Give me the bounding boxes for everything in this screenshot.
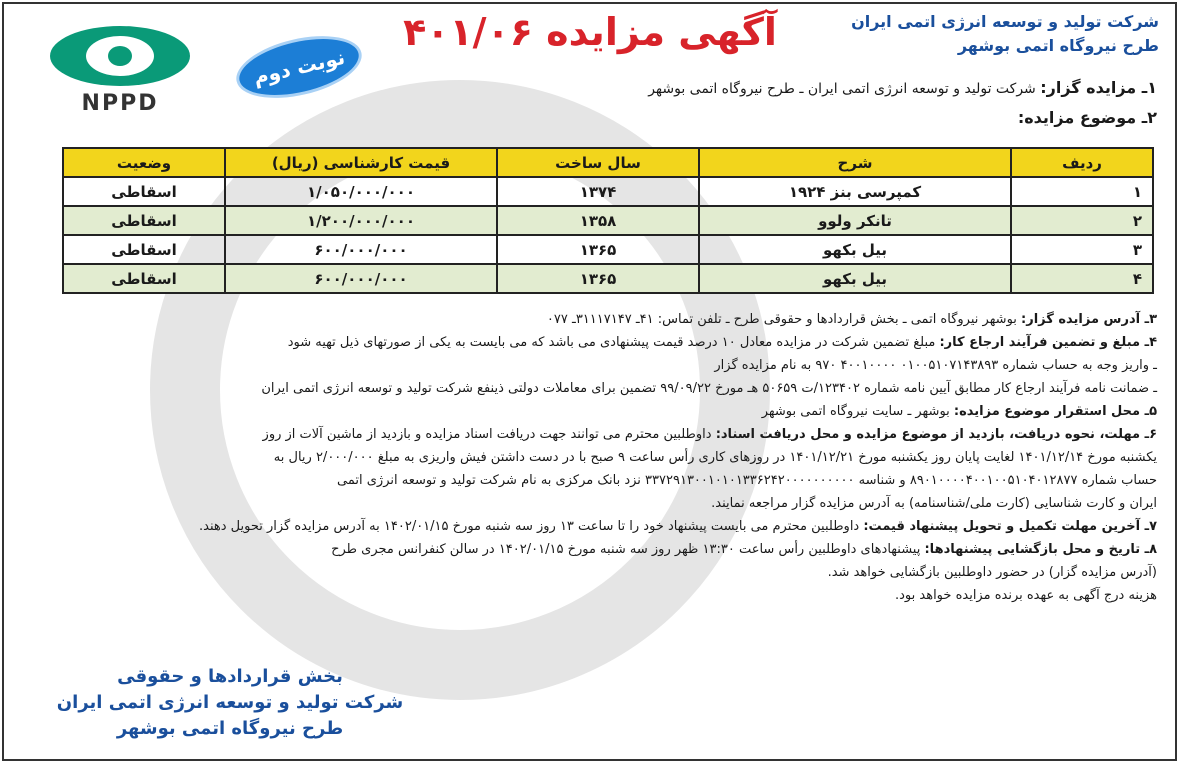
section-4-text: مبلغ تضمین شرکت در مزایده معادل ۱۰ درصد قیمت پیشنهادی می باشد که می بایست به یکی از صورتهای ذیل تهیه شود [287,335,940,350]
cell-year: ۱۳۶۵ [497,264,699,293]
section-2-label: ۲ـ موضوع مزایده: [1017,108,1157,127]
cell-description: تانکر ولوو [699,206,1011,235]
section-6-line-3: حساب شماره ۸۹۰۱۰۰۰۰۴۰۰۱۰۰۵۱۰۴۰۱۲۸۷۷ و شناسه ۳۳۷۲۹۱۳۰۰۱۰۱۰۱۳۳۶۲۴۲۰۰۰۰۰۰۰۰۰۰ نزد بانک مرکزی به نام شرکت تولید و توسعه انرژی اتمی [337,473,1157,488]
section-4-label: ۴ـ مبلغ و تضمین فرآیند ارجاع کار: [939,335,1157,350]
cell-year: ۱۳۷۴ [497,177,699,206]
section-7-text: داوطلبین محترم می بایست پیشنهاد خود را تا ساعت ۱۳ روز سه شنبه مورخ ۱۴۰۲/۰۱/۱۵ به آدرس مزایده گزار تحویل دهند. [198,519,864,534]
footer-project: طرح نیروگاه اتمی بوشهر [116,718,344,739]
section-6-line-2: یکشنبه مورخ ۱۴۰۱/۱۲/۱۴ لغایت پایان روز یکشنبه مورخ ۱۴۰۱/۱۲/۲۱ در روزهای کاری رأس ساعت ۹ صبح با در دست داشتن فیش واریزی به مبلغ ۲/۰۰۰/۰۰۰ ریال به [273,450,1157,465]
table-header-row [63,148,1153,177]
cell-description: بیل بکهو [699,235,1011,264]
section-3-label: ۳ـ آدرس مزایده گزار: [1021,312,1157,327]
footer-signature [30,664,430,742]
section-3 [547,310,1157,330]
table-row [63,177,1153,206]
section-1 [648,78,1157,99]
cell-status: اسقاطی [63,264,225,293]
second-round-badge: نوبت دوم [234,29,364,105]
col-header-year: سال ساخت [497,148,699,177]
section-6-line-4: ایران و کارت شناسایی (کارت ملی/شناسنامه) به آدرس مزایده گزار مراجعه نمایند. [711,496,1157,511]
cell-year: ۱۳۵۸ [497,206,699,235]
cell-index: ۲ [1011,206,1153,235]
section-8-text: پیشنهادهای داوطلبین رأس ساعت ۱۳:۳۰ ظهر روز سه شنبه مورخ ۱۴۰۲/۰۱/۱۵ در سالن کنفرانس مجری طرح [331,542,925,557]
section-7 [199,517,1157,537]
section-7-label: ۷ـ آخرین مهلت تکمیل و تحویل پیشنهاد قیمت: [863,519,1157,534]
section-4 [288,333,1157,353]
nppd-logo [40,20,205,120]
section-4-line-3: ـ ضمانت نامه فرآیند ارجاع کار مطابق آیین نامه شماره ۱۲۳۴۰۲/ت ۵۰۶۵۹ هـ مورخ ۹۹/۰۹/۲۲ تضمین برای معاملات دولتی ذینفع شرکت تولید و توسعه انرژی اتمی ایران [261,381,1157,396]
cell-price: ۱/۲۰۰/۰۰۰/۰۰۰ [225,206,497,235]
section-1-text: شرکت تولید و توسعه انرژی اتمی ایران ـ طرح نیروگاه اتمی بوشهر [648,81,1041,97]
auction-items-table [62,147,1154,294]
ad-title: آگهی مزایده ۴۰۱/۰۶ [403,10,777,54]
table-row [63,206,1153,235]
table-row [63,264,1153,293]
cell-status: اسقاطی [63,206,225,235]
col-header-description: شرح [699,148,1011,177]
project-name: طرح نیروگاه اتمی بوشهر [957,36,1159,55]
cell-index: ۴ [1011,264,1153,293]
cell-status: اسقاطی [63,235,225,264]
table-row [63,235,1153,264]
cell-status: اسقاطی [63,177,225,206]
section-5-text: بوشهر ـ سایت نیروگاه اتمی بوشهر [761,404,954,419]
section-5 [762,402,1157,422]
cell-price: ۱/۰۵۰/۰۰۰/۰۰۰ [225,177,497,206]
cell-index: ۳ [1011,235,1153,264]
section-8-line-2: (آدرس مزایده گزار) در حضور داوطلبین بازگشایی خواهد شد. [827,565,1157,580]
section-8-label: ۸ـ تاریخ و محل بازگشایی پیشنهادها: [924,542,1157,557]
footer-company: شرکت تولید و توسعه انرژی اتمی ایران [56,692,404,713]
col-header-price: قیمت کارشناسی (ریال) [225,148,497,177]
col-header-status: وضعیت [63,148,225,177]
org-name: شرکت تولید و توسعه انرژی اتمی ایران [851,12,1159,31]
org-header [839,10,1159,58]
section-4-line-2: ـ واریز وجه به حساب شماره ۰۱۰۰۵۱۰۷۱۴۳۸۹۳ ۴۰۰۱۰۰۰۰ ۹۷۰ به نام مزایده گزار [714,358,1157,373]
logo-text: NPPD [81,91,159,116]
section-3-text: بوشهر نیروگاه اتمی ـ بخش قراردادها و حقوقی طرح ـ تلفن تماس: ۴۱ـ ۳۱۱۱۷۱۴۷ـ ۰۷۷ [546,312,1022,327]
section-5-label: ۵ـ محل استقرار موضوع مزایده: [953,404,1157,419]
section-6-text: داوطلبین محترم می توانند جهت دریافت اسناد مزایده و بازدید از ماشین آلات از روز [262,427,716,442]
footer-department: بخش قراردادها و حقوقی [117,666,343,687]
section-6-label: ۶ـ مهلت، نحوه دریافت، بازدید از موضوع مزایده و محل دریافت اسناد: [715,427,1157,442]
cell-description: بیل بکهو [699,264,1011,293]
section-8 [331,540,1157,560]
logo-mark-icon [50,26,190,86]
section-6 [263,425,1157,445]
col-header-index: ردیف [1011,148,1153,177]
cell-description: کمپرسی بنز ۱۹۲۴ [699,177,1011,206]
section-1-label: ۱ـ مزایده گزار: [1040,78,1157,97]
cell-index: ۱ [1011,177,1153,206]
cost-note: هزینه درج آگهی به عهده برنده مزایده خواهد بود. [895,588,1157,603]
cell-price: ۶۰۰/۰۰۰/۰۰۰ [225,235,497,264]
cell-price: ۶۰۰/۰۰۰/۰۰۰ [225,264,497,293]
cell-year: ۱۳۶۵ [497,235,699,264]
